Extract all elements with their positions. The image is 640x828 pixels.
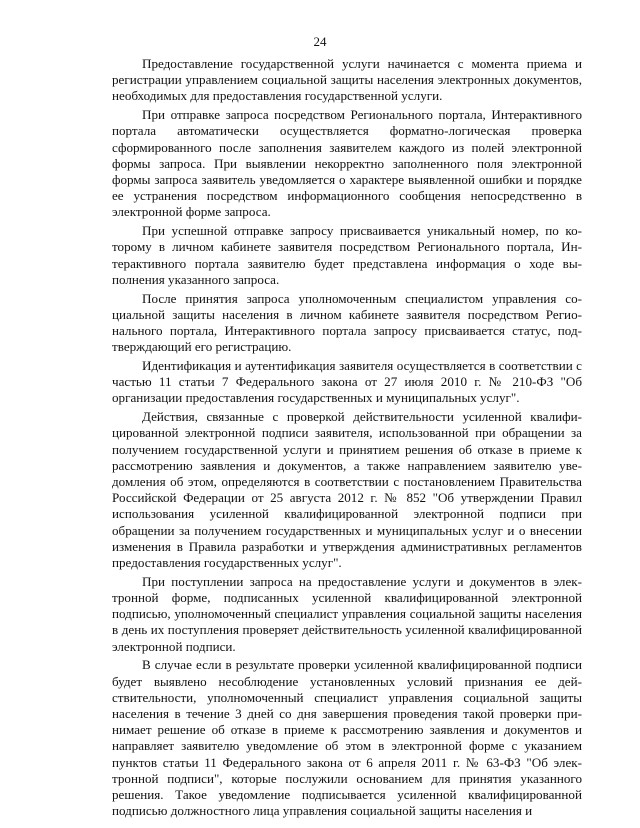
paragraph-service-start: Предоставление государственной услуги начинается с момента приема и регистрации управлением социальной защиты населения электронных документов, необходимых для предоставления государственной услуги. — [112, 56, 582, 104]
paragraph-signature-verification-rules: Действия, связанные с проверкой действительности усиленной квалифицированной электронной подписи заявителя, использованной при обращении за получением государственной услуги и принятием решения об отказе в приеме к рассмотрению заявления и документов, а также направлением заявителю уведомления об этом, определяются в соответствии с постановлением Правительства Российской Федерации от 25 августа 2012 г. № 852 "Об утверждении Правил использования усиленной квалифицированной электронной подписи при обращении за получением государственных и муниципальных услуг и о внесении изменения в Правила разработки и утверждения административных регламентов предоставления государственных услуг". — [112, 409, 582, 571]
paragraph-registration-status: После принятия запроса уполномоченным специалистом управления социальной защиты населения в личном кабинете заявителя посредством Регионального портала, Интерактивного портала запросу присваивается статус, подтверждающий его регистрацию. — [112, 290, 582, 355]
paragraph-signature-check: При поступлении запроса на предоставление услуги и документов в электронной форме, подписанных усиленной квалифицированной электронной подписью, уполномоченный специалист управления социальной защиты населения в день их поступления проверяет действительность усиленной квалифицированной электронной подписи. — [112, 573, 582, 654]
page-number: 24 — [313, 34, 327, 49]
paragraph-unique-number: При успешной отправке запросу присваивается уникальный номер, по которому в личном кабинете заявителя посредством Регионального портала, Интерактивного портала заявителю будет представлена информация о ходе выполнения указанного запроса. — [112, 223, 582, 287]
paragraph-identification: Идентификация и аутентификация заявителя осуществляется в соответствии с частью 11 статьи 7 Федерального закона от 27 июля 2010 г. № 210-ФЗ "Об организации предоставления государственных и муниципальных услуг". — [112, 358, 582, 406]
paragraph-format-check: При отправке запроса посредством Регионального портала, Интерактивного портала автоматически осуществляется форматно-логическая проверка сформированного после заполнения заявителем каждого из полей электронной формы запроса. При выявлении некорректно заполненного поля электронной формы запроса заявитель уведомляется о характере выявленной ошибки и порядке ее устранения посредством информационного сообщения непосредственно в электронной форме запроса. — [112, 107, 582, 220]
document-body — [112, 56, 582, 822]
paragraph-refusal-notice: В случае если в результате проверки усиленной квалифицированной подписи будет выявлено несоблюдение установленных условий признания ее действительности, уполномоченный специалист управления социальной защиты населения в течение 3 дней со дня завершения проведения такой проверки принимает решение об отказе в приеме к рассмотрению заявления и документов и направляет заявителю уведомление об этом в электронной форме с указанием пунктов статьи 11 Федерального закона от 6 апреля 2011 г. № 63-ФЗ "Об электронной подписи", которые послужили основанием для принятия указанного решения. Такое уведомление подписывается усиленной квалифицированной подписью должностного лица управления социальной защиты населения и — [112, 657, 582, 819]
